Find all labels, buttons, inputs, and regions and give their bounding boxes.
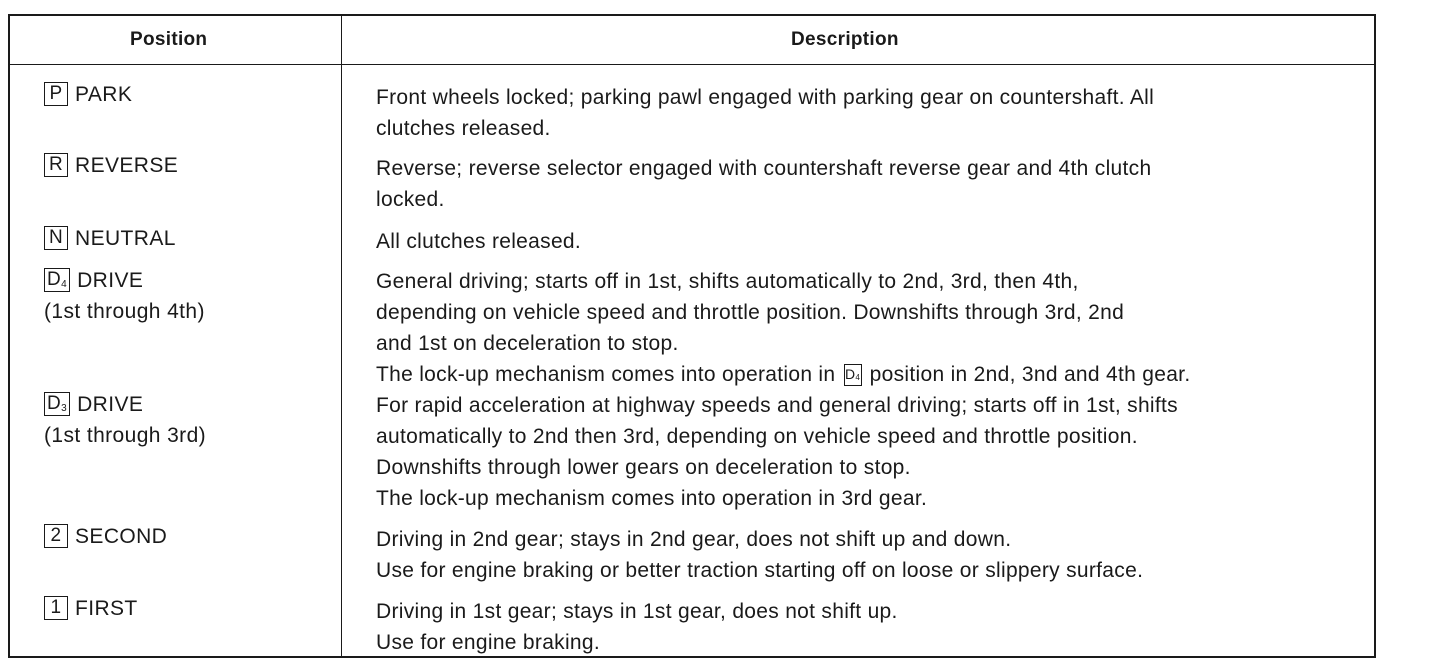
description-neutral <box>376 226 1366 257</box>
position-reverse <box>44 150 178 181</box>
description-line: Use for engine braking or better traction starting off on loose or slippery surface. <box>376 559 1144 582</box>
description-line: Front wheels locked; parking pawl engaged with parking gear on countershaft. All <box>376 86 1155 109</box>
position-label: DRIVE <box>77 269 144 292</box>
shift-p-icon: P <box>44 82 68 106</box>
description-line: Driving in 2nd gear; stays in 2nd gear, does not shift up and down. <box>376 528 1012 551</box>
description-line: For rapid acceleration at highway speeds and general driving; starts off in 1st, shifts <box>376 394 1178 417</box>
position-label: DRIVE <box>77 393 144 416</box>
description-second <box>376 524 1366 586</box>
description-line: automatically to 2nd then 3rd, depending on vehicle speed and throttle position. <box>376 425 1138 448</box>
description-line: General driving; starts off in 1st, shifts automatically to 2nd, 3rd, then 4th, <box>376 270 1079 293</box>
description-line: and 1st on deceleration to stop. <box>376 332 679 355</box>
position-drive-d3 <box>44 389 206 451</box>
position-sublabel: (1st through 4th) <box>44 300 205 323</box>
position-label: REVERSE <box>75 154 179 177</box>
description-line: locked. <box>376 188 445 211</box>
shift-2-icon: 2 <box>44 524 68 548</box>
description-line: Driving in 1st gear; stays in 1st gear, does not shift up. <box>376 600 898 623</box>
position-label: PARK <box>75 83 133 106</box>
position-neutral <box>44 223 176 254</box>
header-position: Position <box>130 29 208 50</box>
description-line: Downshifts through lower gears on deceleration to stop. <box>376 456 911 479</box>
description-reverse <box>376 153 1366 215</box>
shift-r-icon: R <box>44 153 68 177</box>
description-line-lockup: The lock-up mechanism comes into operation in $D_4$ position in 2nd, 3nd and 4th gear. <box>376 363 1191 386</box>
shift-n-icon: N <box>44 226 68 250</box>
description-drive-d4 <box>376 266 1366 390</box>
column-divider <box>341 16 342 656</box>
description-line: Use for engine braking. <box>376 631 601 654</box>
position-label: NEUTRAL <box>75 227 176 250</box>
header-divider <box>10 64 1374 65</box>
position-park <box>44 79 132 110</box>
shift-1-icon: 1 <box>44 596 68 620</box>
position-second <box>44 521 167 552</box>
description-line: clutches released. <box>376 117 551 140</box>
description-drive-d3 <box>376 390 1366 514</box>
shift-d4-inline-icon: $D_4$ <box>844 364 862 386</box>
position-sublabel: (1st through 3rd) <box>44 424 207 447</box>
description-park <box>376 82 1366 144</box>
shift-d4-icon: $D_4$ <box>44 268 70 292</box>
description-first <box>376 596 1366 658</box>
shift-position-table <box>8 14 1376 658</box>
description-line: depending on vehicle speed and throttle position. Downshifts through 3rd, 2nd <box>376 301 1125 324</box>
position-label: FIRST <box>75 597 138 620</box>
description-line: Reverse; reverse selector engaged with countershaft reverse gear and 4th clutch <box>376 157 1152 180</box>
position-first <box>44 593 138 624</box>
shift-d3-icon: $D_3$ <box>44 392 70 416</box>
header-description: Description <box>791 29 899 50</box>
description-line: The lock-up mechanism comes into operation in 3rd gear. <box>376 487 928 510</box>
description-line: All clutches released. <box>376 230 582 253</box>
position-drive-d4 <box>44 265 205 327</box>
position-label: SECOND <box>75 525 168 548</box>
